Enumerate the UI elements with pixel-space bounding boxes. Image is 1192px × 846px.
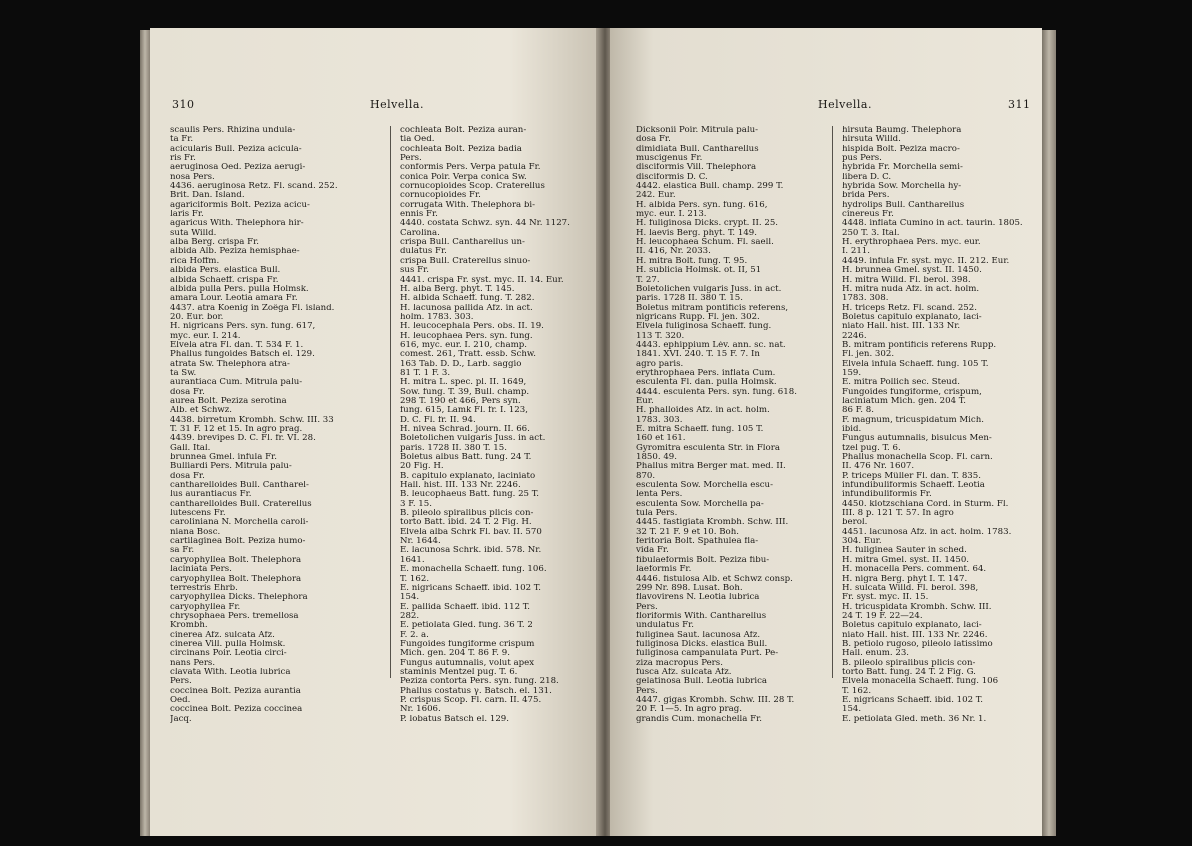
- index-line: Boletolichen vulgaris Juss. in act.: [400, 434, 546, 444]
- index-line: coccinea Bolt. Peziza coccinea: [170, 705, 303, 715]
- index-line: 20 F. 1—5. In agro prag.: [636, 705, 743, 715]
- index-line: 4442. elastica Bull. champ. 299 T.: [636, 182, 784, 192]
- index-line: 154.: [400, 593, 420, 603]
- index-line: brida Pers.: [842, 191, 890, 201]
- index-line: II. 476 Nr. 1607.: [842, 462, 915, 472]
- index-line: esculenta Sow. Morchella pa-: [636, 499, 764, 509]
- index-line: fuliginosa campanulata Purt. Pe-: [636, 649, 779, 659]
- page-number-right: 311: [1008, 98, 1031, 111]
- index-line: cornucopioides Scop. Craterellus: [400, 182, 545, 192]
- index-line: F. magnum, tricuspidatum Mich.: [842, 415, 984, 425]
- index-line: H. mitra Bolt. fung. T. 95.: [636, 256, 748, 266]
- index-line: E. nigricans Schaeff. ibid. 102 T.: [842, 695, 983, 705]
- index-line: aeruginosa Oed. Peziza aerugi-: [170, 163, 306, 173]
- index-line: pus Pers.: [842, 154, 882, 164]
- index-line: 1841. XVI. 240. T. 15 F. 7. In: [636, 350, 760, 360]
- index-line: 159.: [842, 368, 862, 378]
- index-line: Elvela atra Fl. dan. T. 534 F. 1.: [170, 340, 304, 350]
- index-line: cochleata Bolt. Peziza auran-: [400, 126, 527, 135]
- index-line: B. leucophaeus Batt. fung. 25 T.: [400, 490, 539, 500]
- index-line: 4439. brevipes D. C. Fl. fr. VI. 28.: [170, 434, 316, 444]
- index-line: Fungus autumnalis, bisulcus Men-: [842, 434, 992, 444]
- index-line: cinerea Vill. pulla Holmsk.: [170, 639, 286, 649]
- index-line: aurantiaca Cum. Mitrula palu-: [170, 378, 303, 388]
- index-line: cantharelloides Bull. Craterellus: [170, 499, 312, 509]
- index-line: 4450. klotzschiana Cord. in Sturm. Fl.: [842, 499, 1009, 509]
- index-line: Phallus fungoides Batsch el. 129.: [170, 350, 315, 360]
- index-line: Phallus costatus γ. Batsch. el. 131.: [400, 686, 552, 696]
- index-line: Fungoides fungiforme, crispum,: [842, 387, 982, 397]
- index-line: III. 8 p. 121 T. 57. In agro: [842, 509, 954, 519]
- index-line: Krombh.: [170, 621, 208, 631]
- index-line: ta Sw.: [170, 368, 197, 378]
- index-line: tzel pug. T. 6.: [842, 443, 901, 453]
- index-line: conica Poir. Verpa conica Sw.: [400, 172, 527, 182]
- index-line: feritoria Bolt. Spathulea fla-: [636, 537, 759, 547]
- index-line: H. leucophaea Schum. Fl. saell.: [636, 238, 774, 248]
- index-line: Boletus albus Batt. fung. 24 T.: [400, 453, 532, 463]
- index-line: D. C. Fl. fr. II. 94.: [400, 415, 476, 425]
- index-line: 4443. ephippium Lév. ann. sc. nat.: [636, 340, 786, 350]
- index-line: sus Fr.: [400, 266, 429, 276]
- index-line: B. pileolo spiralibus plicis con-: [842, 658, 976, 668]
- index-line: amara Lour. Leotia amara Fr.: [170, 294, 298, 304]
- index-line: torto Batt. fung. 24 T. 2 Fig. G.: [842, 667, 976, 677]
- index-line: H. nigra Berg. phyt I. T. 147.: [842, 574, 968, 584]
- index-line: T. 27.: [636, 275, 660, 285]
- index-line: cantharelloides Bull. Cantharel-: [170, 481, 309, 491]
- index-line: fung. 615, Lamk Fl. fr. I. 123,: [400, 406, 528, 416]
- index-line: alba Berg. crispa Fr.: [170, 238, 259, 248]
- index-line: Nr. 1606.: [400, 705, 441, 715]
- index-line: crispa Bull. Craterellus sinuo-: [400, 256, 531, 266]
- index-line: Jacq.: [170, 714, 192, 724]
- index-line: coccinea Bolt. Peziza aurantia: [170, 686, 301, 696]
- index-line: ziza macropus Pers.: [636, 658, 723, 668]
- index-line: B. capitulo explanato, laciniato: [400, 471, 536, 481]
- index-line: berol.: [842, 518, 868, 528]
- index-line: 250 T. 3. Ital.: [842, 228, 900, 238]
- index-line: fibulaeformis Bolt. Peziza fibu-: [636, 555, 770, 565]
- index-line: Sow. fung. T. 39, Bull. champ.: [400, 387, 530, 397]
- index-line: B. mitram pontificis referens Rupp.: [842, 340, 997, 350]
- index-line: ibid.: [842, 425, 862, 434]
- index-line: acicularis Bull. Peziza acicula-: [170, 144, 302, 154]
- index-line: 1783. 308.: [842, 294, 889, 304]
- index-line: dosa Fr.: [636, 135, 671, 145]
- index-line: Boletus capitulo explanato, laci-: [842, 312, 982, 322]
- index-line: cinereus Fr.: [842, 210, 894, 220]
- right-page: [610, 28, 1042, 836]
- index-line: myc. eur. I. 214.: [170, 331, 241, 341]
- index-line: 4448. inflata Cumino in act. taurin. 1805.: [842, 219, 1023, 229]
- index-line: 4440. costata Schwz. syn. 44 Nr. 1127.: [400, 219, 570, 229]
- index-line: H. erythrophaea Pers. myc. eur.: [842, 238, 981, 248]
- index-line: 4445. fastigiata Krombh. Schw. III.: [636, 518, 789, 528]
- index-line: E. petiolata Gled. fung. 36 T. 2: [400, 621, 533, 631]
- index-line: Pers.: [170, 677, 192, 687]
- index-line: dulatus Fr.: [400, 247, 447, 257]
- book-edge-right: [1042, 30, 1056, 836]
- index-line: muscigenus Fr.: [636, 154, 703, 164]
- index-line: 20 Fig. H.: [400, 462, 444, 472]
- index-line: E. nigricans Schaeff. ibid. 102 T.: [400, 583, 541, 593]
- index-line: 242. Eur.: [636, 191, 676, 201]
- index-line: Phallus mitra Berger mat. med. II.: [636, 462, 786, 472]
- index-line: Boletus mitram pontificis referens,: [636, 303, 789, 313]
- index-line: niana Bosc.: [170, 527, 221, 537]
- index-line: H. nivea Schrad. journ. II. 66.: [400, 425, 530, 434]
- index-line: Gyromitra esculenta Str. in Flora: [636, 443, 780, 453]
- index-line: Hall. enum. 23.: [842, 649, 910, 659]
- index-line: 4444. esculenta Pers. syn. fung. 618.: [636, 387, 797, 397]
- index-line: hirsuta Baumg. Thelephora: [842, 126, 962, 135]
- index-line: crispa Bull. Cantharellus un-: [400, 238, 525, 248]
- index-line: hydrolips Bull. Cantharellus: [842, 200, 965, 210]
- index-line: gelatinosa Bull. Leotia lubrica: [636, 677, 768, 687]
- index-line: Elvela fuliginosa Schaeff. fung.: [636, 322, 772, 332]
- index-line: niato Hall. hist. III. 133 Nr. 2246.: [842, 630, 988, 640]
- index-line: Brit. Dan. Island.: [170, 191, 245, 201]
- index-line: H. alba Berg. phyt. T. 145.: [400, 284, 515, 294]
- index-line: 86 F. 8.: [842, 406, 874, 416]
- book-edge-left: [140, 30, 150, 836]
- index-line: caryophyllea Fr.: [170, 602, 241, 612]
- index-line: myc. eur. I. 213.: [636, 210, 707, 220]
- index-line: 298 T. 190 et 466, Pers syn.: [400, 396, 521, 406]
- index-line: P. crispus Scop. Fl. carn. II. 475.: [400, 695, 542, 705]
- column-divider-right: [832, 126, 833, 678]
- index-line: rica Hoffm.: [170, 256, 220, 266]
- index-line: Pers.: [636, 686, 658, 696]
- index-line: 163 Tab. D. D., Larb. saggio: [400, 359, 522, 369]
- index-line: H. albida Pers. syn. fung. 616,: [636, 200, 768, 210]
- index-line: nigricans Rupp. Fl. jen. 302.: [636, 312, 760, 322]
- index-line: H. tricuspidata Krombh. Schw. III.: [842, 602, 992, 612]
- index-line: dosa Fr.: [170, 387, 205, 397]
- index-line: dimidiata Bull. Cantharellus: [636, 144, 759, 154]
- index-line: H. laevis Berg. phyt. T. 149.: [636, 228, 758, 238]
- index-line: 3 F. 15.: [400, 499, 432, 509]
- index-line: Pers.: [400, 154, 422, 164]
- index-line: B. pileolo spiralibus plicis con-: [400, 509, 534, 519]
- index-line: Hall. hist. III. 133 Nr. 2246.: [400, 481, 521, 491]
- index-line: infundibuliformis Fr.: [842, 490, 932, 500]
- index-line: 24 T. 19 F. 22—24.: [842, 611, 923, 621]
- index-line: clavata With. Leotia lubrica: [170, 667, 291, 677]
- index-line: cornucopioides Fr.: [400, 191, 481, 201]
- index-line: T. 162.: [400, 574, 430, 584]
- index-line: Bulliardi Pers. Mitrula palu-: [170, 462, 292, 472]
- index-line: E. pallida Schaeff. ibid. 112 T.: [400, 602, 530, 612]
- index-line: Dicksonii Poir. Mitrula palu-: [636, 126, 759, 135]
- index-line: tia Oed.: [400, 135, 435, 145]
- index-line: caryophyllea Bolt. Thelephora: [170, 574, 302, 584]
- index-line: H. monacella Pers. comment. 64.: [842, 565, 987, 575]
- index-line: 304. Eur.: [842, 537, 882, 547]
- index-line: Alb. et Schwz.: [170, 406, 233, 416]
- index-line: albida Alb. Peziza hemisphae-: [170, 247, 300, 257]
- running-title-right: Helvella.: [818, 98, 872, 111]
- index-line: comest. 261, Tratt. essb. Schw.: [400, 350, 536, 360]
- index-line: T. 162.: [842, 686, 872, 696]
- index-line: fusca Afz. sulcata Afz.: [636, 667, 732, 677]
- index-line: niato Hall. hist. III. 133 Nr.: [842, 322, 961, 332]
- index-line: caroliniana N. Morchella caroli-: [170, 518, 309, 528]
- index-line: laeformis Fr.: [636, 565, 692, 575]
- index-line: erythrophaea Pers. inflata Cum.: [636, 368, 776, 378]
- index-line: paris. 1728 II. 380 T. 15.: [636, 294, 743, 304]
- index-line: H. albida Schaeff. fung. T. 282.: [400, 294, 535, 304]
- index-line: hirsuta Willd.: [842, 135, 901, 145]
- index-line: agro paris.: [636, 359, 684, 369]
- index-line: H. mitra L. spec. pl. II. 1649,: [400, 378, 527, 388]
- index-line: 1850. 49.: [636, 453, 678, 463]
- index-line: 616, myc. eur. I. 210, champ.: [400, 340, 527, 350]
- index-line: floriformis With. Cantharellus: [636, 611, 767, 621]
- index-line: infundibuliformis Schaeff. Leotia: [842, 481, 985, 491]
- index-line: agaricus With. Thelephora hir-: [170, 219, 304, 229]
- index-line: libera D. C.: [842, 172, 892, 182]
- column-divider-left: [390, 126, 391, 678]
- index-line: 154.: [842, 705, 862, 715]
- index-line: 81 T. 1 F. 3.: [400, 368, 451, 378]
- index-line: 1641.: [400, 555, 425, 565]
- index-line: Gall. Ital.: [170, 443, 211, 453]
- index-line: Boletolichen vulgaris Juss. in act.: [636, 284, 782, 294]
- left-page: [150, 28, 600, 836]
- index-line: conformis Pers. Verpa patula Fr.: [400, 163, 541, 173]
- index-line: lus aurantiacus Fr.: [170, 490, 252, 500]
- index-line: nosa Pers.: [170, 172, 215, 182]
- index-line: E. petiolata Gled. meth. 36 Nr. 1.: [842, 714, 987, 724]
- index-line: paris. 1728 II. 380 T. 15.: [400, 443, 507, 453]
- index-line: E. lacunosa Schrk. ibid. 578. Nr.: [400, 546, 542, 556]
- index-line: 4447. gigas Krombh. Schw. III. 28 T.: [636, 695, 795, 705]
- index-line: 20. Eur. bor.: [170, 312, 224, 322]
- index-line: P. triceps Müller Fl. dan. T. 835.: [842, 471, 981, 481]
- index-line: E. mitra Schaeff. fung. 105 T.: [636, 425, 764, 434]
- index-line: corrugata With. Thelephora bi-: [400, 200, 536, 210]
- index-line: flavovirens N. Leotia lubrica: [636, 593, 760, 603]
- index-line: circinans Poir. Leotia circi-: [170, 649, 287, 659]
- index-line: H. triceps Retz. Fl. scand. 252.: [842, 303, 977, 313]
- index-line: dosa Fr.: [170, 471, 205, 481]
- index-line: 32 T. 21 F. 9 et 10. Boh.: [636, 527, 739, 537]
- index-line: 4441. crispa Fr. syst. myc. II. 14. Eur.: [400, 275, 564, 285]
- index-line: ennis Fr.: [400, 210, 438, 220]
- index-line: terrestris Ehrb.: [170, 583, 238, 593]
- index-line: Elvela monacella Schaeff. fung. 106: [842, 677, 999, 687]
- index-line: Fl. jen. 302.: [842, 350, 895, 360]
- left-column-1: [170, 126, 376, 724]
- index-line: H. mitra Gmel. syst. II. 1450.: [842, 555, 970, 565]
- index-line: Oed.: [170, 695, 191, 705]
- index-line: Carolina.: [400, 228, 440, 238]
- index-line: torto Batt. ibid. 24 T. 2 Fig. H.: [400, 518, 532, 528]
- index-line: cinerea Afz. sulcata Afz.: [170, 630, 275, 640]
- right-column-2: [842, 126, 1038, 724]
- index-line: scaulis Pers. Rhizina undula-: [170, 126, 296, 135]
- index-line: H. sulcata Willd. Fl. berol. 398,: [842, 583, 979, 593]
- index-line: H. sublicia Holmsk. ot. II, 51: [636, 266, 762, 276]
- index-line: brunnea Gmel. infula Fr.: [170, 453, 277, 463]
- index-line: caryophyllea Bolt. Thelephora: [170, 555, 302, 565]
- index-line: 113 T. 320.: [636, 331, 685, 341]
- running-title-left: Helvella.: [370, 98, 424, 111]
- index-line: cartilaginea Bolt. Peziza humo-: [170, 537, 306, 547]
- index-line: laciniata Pers.: [170, 565, 232, 575]
- index-line: P. lobatus Batsch el. 129.: [400, 714, 509, 724]
- index-line: agariciformis Bolt. Peziza acicu-: [170, 200, 310, 210]
- index-line: 4436. aeruginosa Retz. Fl. scand. 252.: [170, 182, 338, 192]
- index-line: albida pulla Pers. pulla Holmsk.: [170, 284, 309, 294]
- right-column-1: [636, 126, 828, 724]
- index-line: I. 211.: [842, 247, 870, 257]
- index-line: aurea Bolt. Peziza serotina: [170, 396, 287, 406]
- index-line: hybrida Fr. Morchella semi-: [842, 163, 963, 173]
- index-line: grandis Cum. monachella Fr.: [636, 714, 763, 724]
- index-line: caryophyllea Dicks. Thelephora: [170, 593, 308, 603]
- index-line: esculenta Fl. dan. pulla Holmsk.: [636, 378, 777, 388]
- index-line: Fr. syst. myc. II. 15.: [842, 593, 929, 603]
- index-line: Mich. gen. 204 T. 86 F. 9.: [400, 649, 510, 659]
- index-line: lenta Pers.: [636, 490, 683, 500]
- index-line: Elvela alba Schrk Fl. bav. II. 570: [400, 527, 542, 537]
- index-line: H. fuliginosa Dicks. crypt. II. 25.: [636, 219, 779, 229]
- index-line: sa Fr.: [170, 546, 195, 556]
- index-line: E. monachella Schaeff. fung. 106.: [400, 565, 547, 575]
- index-line: laris Fr.: [170, 210, 204, 220]
- index-line: 299 Nr. 898. Lusat. Boh.: [636, 583, 743, 593]
- index-line: chrysophaea Pers. tremellosa: [170, 611, 299, 621]
- index-line: cochleata Bolt. Peziza badia: [400, 144, 522, 154]
- index-line: F. 2. a.: [400, 630, 429, 640]
- index-line: suta Willd.: [170, 228, 217, 238]
- page-number-left: 310: [172, 98, 195, 111]
- index-line: Pers.: [636, 602, 658, 612]
- index-line: 2246.: [842, 331, 867, 341]
- index-line: T. 31 F. 12 et 15. In agro prag.: [170, 425, 303, 434]
- index-line: 4438. birretum Krombh. Schw. III. 33: [170, 415, 334, 425]
- index-line: Eur.: [636, 396, 654, 406]
- index-line: Peziza contorta Pers. syn. fung. 218.: [400, 677, 559, 687]
- index-line: 160 et 161.: [636, 434, 686, 444]
- index-line: disciformis D. C.: [636, 172, 708, 182]
- index-line: 870.: [636, 471, 656, 481]
- index-line: holm. 1783. 303.: [400, 312, 474, 322]
- index-line: albida Schaeff. crispa Fr.: [170, 275, 279, 285]
- index-line: nans Pers.: [170, 658, 216, 668]
- index-line: Phallus monachella Scop. Fl. carn.: [842, 453, 993, 463]
- index-line: B. petiolo rugoso, pileolo latissimo: [842, 639, 993, 649]
- index-line: disciformis Vill. Thelephora: [636, 163, 757, 173]
- index-line: H. leucocephala Pers. obs. II. 19.: [400, 322, 544, 332]
- index-line: H. brunnea Gmel. syst. II. 1450.: [842, 266, 982, 276]
- index-line: esculenta Sow. Morchella escu-: [636, 481, 773, 491]
- index-line: Fungoides fungiforme crispum: [400, 639, 535, 649]
- index-line: Elvela infula Schaeff. fung. 105 T.: [842, 359, 989, 369]
- index-line: hispida Bolt. Peziza macro-: [842, 144, 960, 154]
- index-line: ta Fr.: [170, 135, 194, 145]
- index-line: albida Pers. elastica Bull.: [170, 266, 281, 276]
- index-line: 4449. infula Fr. syst. myc. II. 212. Eur.: [842, 256, 1010, 266]
- index-line: tula Pers.: [636, 509, 678, 519]
- left-column-2: [400, 126, 596, 724]
- index-line: II. 416, Nr. 2033.: [636, 247, 711, 257]
- index-line: fuliginea Saut. lacunosa Afz.: [636, 630, 761, 640]
- index-line: H. phalloides Afz. in act. holm.: [636, 406, 770, 416]
- index-line: 4451. lacunosa Afz. in act. holm. 1783.: [842, 527, 1012, 537]
- index-line: laciniatum Mich. gen. 204 T.: [842, 396, 966, 406]
- index-line: fuliginosa Dicks. elastica Bull.: [636, 639, 768, 649]
- index-line: E. mitra Pollich sec. Steud.: [842, 378, 960, 388]
- index-line: hybrida Sow. Morchella hy-: [842, 182, 962, 192]
- index-line: undulatus Fr.: [636, 621, 694, 631]
- index-line: ris Fr.: [170, 154, 196, 164]
- index-line: lutescens Fr.: [170, 509, 226, 519]
- index-line: H. lacunosa pallida Afz. in act.: [400, 303, 533, 313]
- index-line: H. mitra Willd. Fl. berol. 398.: [842, 275, 971, 285]
- index-line: atrata Sw. Thelephora atra-: [170, 359, 290, 369]
- index-line: H. nigricans Pers. syn. fung. 617,: [170, 322, 316, 332]
- index-line: staminis Mentzel pug. T. 6.: [400, 667, 518, 677]
- index-line: 1783. 303.: [636, 415, 683, 425]
- index-line: H. fuliginea Sauter in sched.: [842, 546, 967, 556]
- index-line: vida Fr.: [636, 546, 669, 556]
- index-line: H. mitra nuda Afz. in act. holm.: [842, 284, 980, 294]
- index-line: H. leucophaea Pers. syn. fung.: [400, 331, 533, 341]
- index-line: Boletus capitulo explanato, laci-: [842, 621, 982, 631]
- index-line: 282.: [400, 611, 420, 621]
- index-line: 4446. fistulosa Alb. et Schwz consp.: [636, 574, 793, 584]
- index-line: Nr. 1644.: [400, 537, 441, 547]
- index-line: 4437. atra Koenig in Zoëga Fl. island.: [170, 303, 335, 313]
- index-line: Fungus autumnalis, volut apex: [400, 658, 535, 668]
